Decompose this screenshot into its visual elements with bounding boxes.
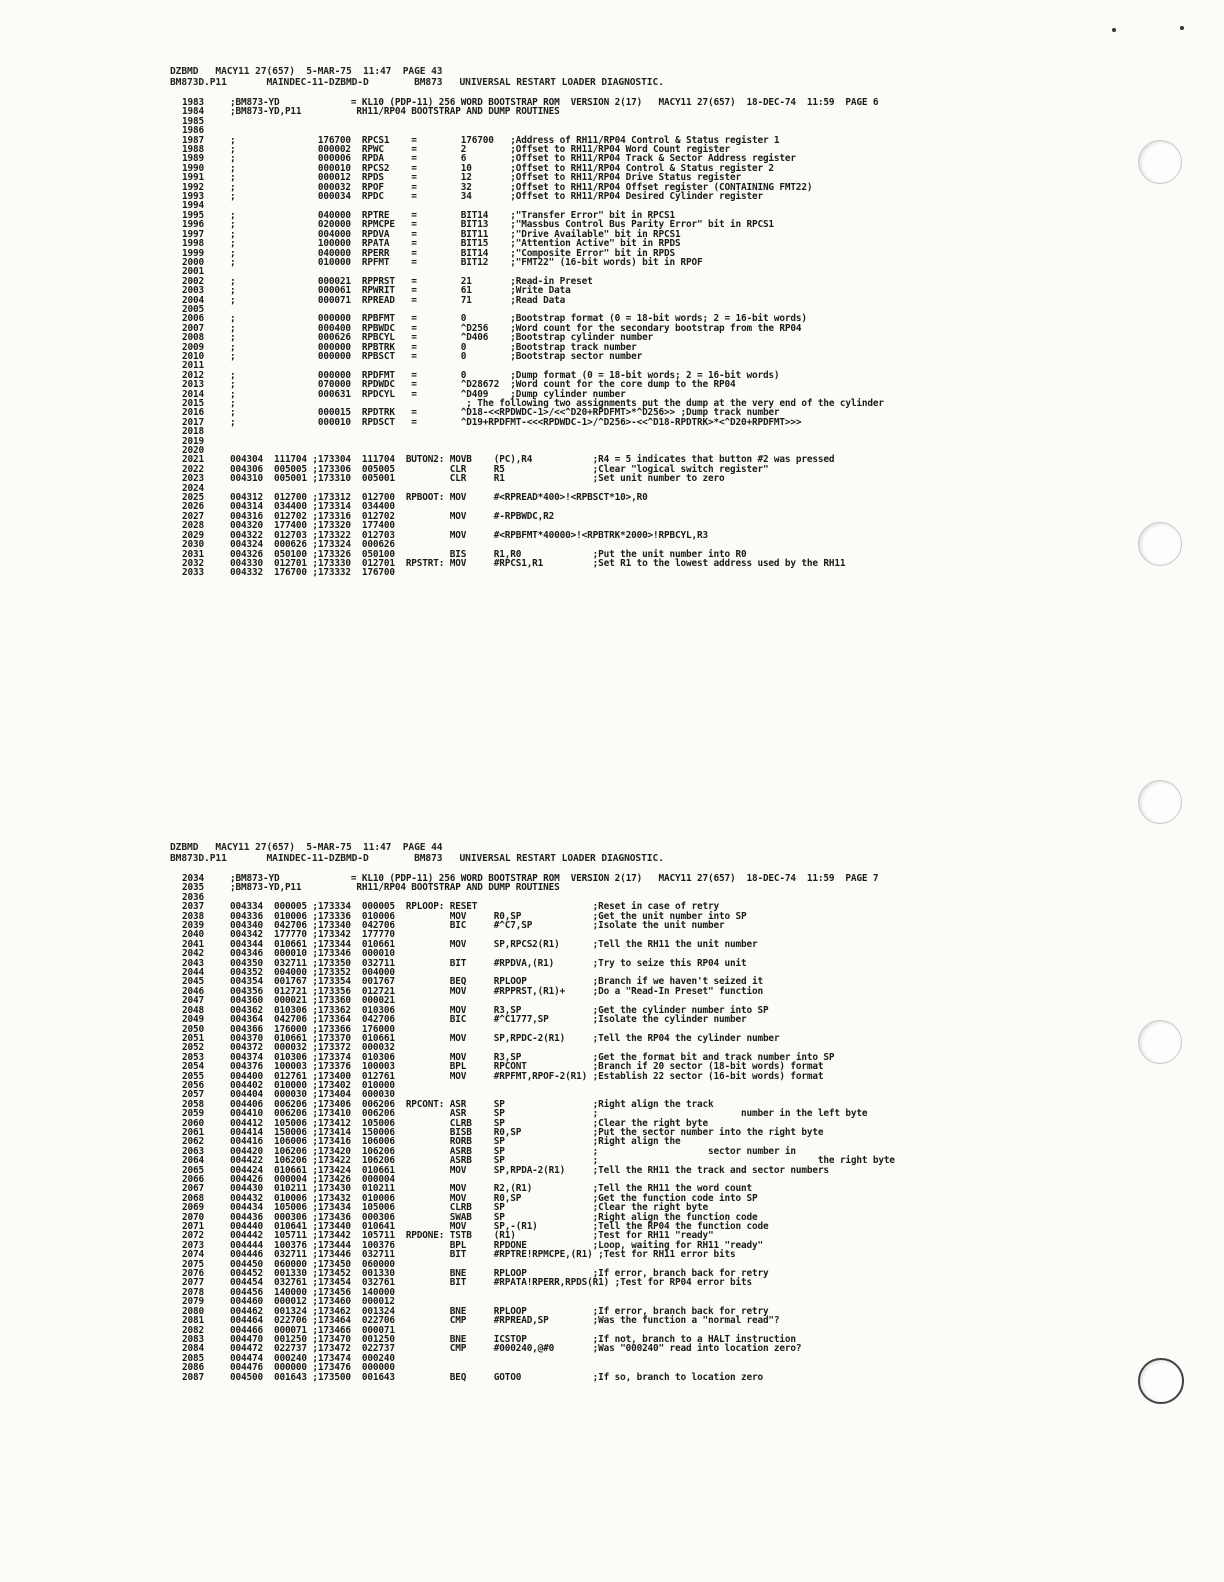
listing-body	[0, 874, 1110, 1382]
line-number: 1984	[182, 106, 204, 118]
line-number: 2054	[182, 1061, 204, 1073]
line-number: 2077	[182, 1277, 204, 1289]
source-text: ; 070000 RPDWDC = ^D28672 ;Word count for the core dump to the RP04	[230, 379, 736, 391]
line-number: 2059	[182, 1108, 204, 1120]
line-number: 2053	[182, 1051, 204, 1063]
line-number: 2036	[182, 891, 204, 903]
line-number: 1996	[182, 219, 204, 231]
line-number: 1987	[182, 134, 204, 146]
line-number: 2087	[182, 1371, 204, 1383]
page-header-line2: BM873D.P11 MAINDEC-11-DZBMD-D BM873 UNIVERSAL RESTART LOADER DIAGNOSTIC.	[170, 853, 664, 864]
line-number: 2010	[182, 350, 204, 362]
line-number: 2002	[182, 275, 204, 287]
source-text: 004366 176000 ;173366 176000	[230, 1023, 395, 1035]
listing-line	[0, 559, 1110, 568]
source-text: 004374 010306 ;173374 010306 MOV R3,SP ;Get the format bit and track number into SP	[230, 1051, 835, 1063]
source-text: 004436 000306 ;173436 000306 SWAB SP ;Right align the function code	[230, 1211, 758, 1223]
source-text: ; 176700 RPCS1 = 176700 ;Address of RH11/RP04 Control & Status register 1	[230, 134, 780, 146]
line-number: 2079	[182, 1296, 204, 1308]
line-number: 2050	[182, 1023, 204, 1035]
line-number: 2015	[182, 398, 204, 409]
line-number: 2019	[182, 435, 204, 447]
line-number: 1988	[182, 144, 204, 156]
source-text: 004450 060000 ;173450 060000	[230, 1258, 395, 1270]
listing-line	[0, 258, 1110, 267]
line-number: 2073	[182, 1239, 204, 1251]
line-number: 1998	[182, 238, 204, 250]
source-text: ; 000034 RPDC = 34 ;Offset to RH11/RP04 Desired Cylinder register	[230, 191, 763, 203]
listing-line	[0, 107, 1110, 116]
source-text: 004402 010000 ;173402 010000	[230, 1079, 395, 1091]
line-number: 2025	[182, 492, 204, 504]
line-number: 2045	[182, 976, 204, 988]
source-text: 004422 106206 ;173422 106206 ASRB SP ; the right byte	[230, 1155, 895, 1167]
listing-line	[0, 1015, 1110, 1024]
listing-line	[0, 568, 1110, 577]
listing-line	[0, 512, 1110, 521]
line-number: 2071	[182, 1221, 204, 1233]
line-number: 2057	[182, 1089, 204, 1101]
source-text: ; 000010 RPDSCT = ^D19+RPDFMT-<<<RPDWDC-1>/^D256>-<<^D18-RPDTRK>*<^D20+RPDFMT>>>	[230, 416, 802, 428]
line-number: 2042	[182, 948, 204, 960]
source-text: 004410 006206 ;173410 006206 ASR SP ; number in the left byte	[230, 1108, 868, 1120]
source-text: 004312 012700 ;173312 012700 RPBOOT: MOV #<RPREAD*400>!<RPBSCT*10>,R0	[230, 492, 648, 504]
source-text: 004364 042706 ;173364 042706 BIC #^C1777,SP ;Isolate the cylinder number	[230, 1014, 747, 1026]
line-number: 1986	[182, 125, 204, 137]
source-text: 004470 001250 ;173470 001250 BNE ICSTOP ;If not, branch to a HALT instruction	[230, 1333, 796, 1345]
line-number: 2037	[182, 901, 204, 913]
line-number: 2029	[182, 529, 204, 541]
line-number: 2022	[182, 463, 204, 475]
line-number: 2012	[182, 369, 204, 381]
line-number: 1997	[182, 228, 204, 240]
line-number: 2035	[182, 882, 204, 894]
source-text: 004350 032711 ;173350 032711 BIT #RPDVA,(R1) ;Try to seize this RP04 unit	[230, 957, 747, 969]
listing-line	[0, 1344, 1110, 1353]
source-text: 004434 105006 ;173434 105006 CLRB SP ;Clear the right byte	[230, 1202, 708, 1214]
source-text: 004346 000010 ;173346 000010	[230, 948, 395, 960]
punch-hole	[1138, 780, 1182, 824]
line-number: 1992	[182, 181, 204, 193]
listing-line	[0, 1316, 1110, 1325]
source-text: 004420 106206 ;173420 106206 ASRB SP ; sector number in	[230, 1145, 796, 1157]
listing-line	[0, 418, 1110, 427]
line-number: 2039	[182, 920, 204, 932]
source-text: 004354 001767 ;173354 001767 BEQ RPLOOP ;Branch if we haven't seized it	[230, 976, 763, 988]
line-number: 2066	[182, 1174, 204, 1185]
source-text: 004440 010641 ;173440 010641 MOV SP,-(R1) ;Tell the RP04 the function code	[230, 1221, 769, 1233]
page-header-line1: DZBMD MACY11 27(657) 5-MAR-75 11:47 PAGE 44	[170, 842, 443, 853]
line-number: 1999	[182, 247, 204, 259]
line-number: 2069	[182, 1202, 204, 1214]
source-text: 004316 012702 ;173316 012702 MOV #-RPBWDC,R2	[230, 510, 555, 522]
listing-line	[0, 437, 1110, 446]
source-text: 004376 100003 ;173376 100003 BPL RPCONT ;Branch if 20 sector (18-bit words) format	[230, 1061, 824, 1073]
line-number: 2080	[182, 1305, 204, 1317]
listing-line	[0, 1250, 1110, 1259]
line-number: 2086	[182, 1362, 204, 1374]
source-text: 004472 022737 ;173472 022737 CMP #000240,@#0 ;Was "000240" read into location zero?	[230, 1343, 802, 1355]
source-text: 004444 100376 ;173444 100376 BPL RPDONE ;Loop, waiting for RH11 "ready"	[230, 1239, 763, 1251]
line-number: 2046	[182, 985, 204, 997]
source-text: ; 000626 RPBCYL = ^D406 ;Bootstrap cylinder number	[230, 332, 654, 344]
listing-line	[0, 959, 1110, 968]
source-text: 004442 105711 ;173442 105711 RPDONE: TSTB (R1) ;Test for RH11 "ready"	[230, 1230, 714, 1242]
line-number: 2004	[182, 294, 204, 306]
source-text: 004370 010661 ;173370 010661 MOV SP,RPDC-2(R1) ;Tell the RP04 the cylinder number	[230, 1032, 780, 1044]
page-header-line1: DZBMD MACY11 27(657) 5-MAR-75 11:47 PAGE 43	[170, 66, 443, 77]
line-number: 2074	[182, 1249, 204, 1261]
source-text: 004324 000626 ;173324 000626	[230, 539, 395, 551]
line-number: 2009	[182, 341, 204, 353]
listing-line	[0, 1288, 1110, 1297]
source-text: ; 000021 RPPRST = 21 ;Read-in Preset	[230, 275, 593, 287]
source-text: 004474 000240 ;173474 000240	[230, 1352, 395, 1364]
source-text: 004372 000032 ;173372 000032	[230, 1042, 395, 1054]
line-number: 1994	[182, 200, 204, 212]
line-number: 2058	[182, 1098, 204, 1110]
line-number: 2032	[182, 557, 204, 569]
source-text: 004446 032711 ;173446 032711 BIT #RPTRE!RPMCPE,(R1) ;Test for RH11 error bits	[230, 1249, 736, 1261]
line-number: 2041	[182, 938, 204, 950]
listing-line	[0, 192, 1110, 201]
source-text: 004406 006206 ;173406 006206 RPCONT: ASR SP ;Right align the track	[230, 1098, 714, 1110]
line-number: 2063	[182, 1145, 204, 1157]
line-number: 2014	[182, 388, 204, 400]
line-number: 2003	[182, 285, 204, 297]
line-number: 2078	[182, 1286, 204, 1298]
listing-line	[0, 1034, 1110, 1043]
line-number: 2051	[182, 1032, 204, 1044]
punch-hole	[1138, 1020, 1182, 1064]
line-number: 2006	[182, 313, 204, 325]
source-text: 004356 012721 ;173356 012721 MOV #RPPRST,(R1)+ ;Do a "Read-In Preset" function	[230, 985, 763, 997]
source-text: 004456 140000 ;173456 140000	[230, 1286, 395, 1298]
listing-line	[0, 117, 1110, 126]
source-text: 004306 005005 ;173306 005005 CLR R5 ;Clear "logical switch register"	[230, 463, 769, 475]
dot-mark	[1180, 26, 1184, 30]
listing-line	[0, 987, 1110, 996]
source-text: ; 000000 RPDFMT = 0 ;Dump format (0 = 18-bit words; 2 = 16-bit words)	[230, 369, 780, 381]
source-text: ; 000015 RPDTRK = ^D18-<<RPDWDC-1>/<<^D20+RPDFMT>*^D256>> ;Dump track number	[230, 407, 780, 419]
source-text: ; ; The following two assignments put the dump at the very end of the cylinder	[230, 398, 884, 409]
source-text: 004332 176700 ;173332 176700	[230, 567, 395, 579]
source-text: ;BM873-YD = KL10 (PDP-11) 256 WORD BOOTSTRAP ROM VERSION 2(17) MACY11 27(657) 18-DEC-74 11:59 PAGE 6	[230, 97, 879, 108]
source-text: 004460 000012 ;173460 000012	[230, 1296, 395, 1308]
source-text: 004340 042706 ;173340 042706 BIC #^C7,SP ;Isolate the unit number	[230, 920, 725, 932]
line-number: 1993	[182, 191, 204, 203]
listing-line	[0, 1278, 1110, 1287]
line-number: 2033	[182, 567, 204, 579]
listing-body	[0, 98, 1110, 578]
line-number: 2052	[182, 1042, 204, 1054]
line-number: 2072	[182, 1230, 204, 1242]
line-number: 2061	[182, 1126, 204, 1138]
source-text: 004352 004000 ;173352 004000	[230, 967, 395, 979]
source-text: 004362 010306 ;173362 010306 MOV R3,SP ;Get the cylinder number into SP	[230, 1004, 769, 1016]
source-text: ; 100000 RPATA = BIT15 ;"Attention Active" bit in RPDS	[230, 238, 681, 250]
line-number: 2020	[182, 445, 204, 457]
source-text: 004452 001330 ;173452 001330 BNE RPLOOP ;If error, branch back for retry	[230, 1268, 769, 1280]
line-number: 2007	[182, 322, 204, 334]
source-text: ; 000400 RPBWDC = ^D256 ;Word count for the secondary bootstrap from the RP04	[230, 322, 802, 334]
source-text: 004462 001324 ;173462 001324 BNE RPLOOP ;If error, branch back for retry	[230, 1305, 769, 1317]
line-number: 1983	[182, 97, 204, 108]
line-number: 2062	[182, 1136, 204, 1148]
line-number: 1990	[182, 162, 204, 174]
line-number: 2070	[182, 1211, 204, 1223]
source-text: 004314 034400 ;173314 034400	[230, 501, 395, 513]
listing-line	[0, 352, 1110, 361]
source-text: 004304 111704 ;173304 111704 BUTON2: MOVB (PC),R4 ;R4 = 5 indicates that button #2 was pressed	[230, 454, 835, 466]
line-number: 2082	[182, 1324, 204, 1336]
source-text: ; 020000 RPMCPE = BIT13 ;"Massbus Control Bus Parity Error" bit in RPCS1	[230, 219, 774, 231]
line-number: 2016	[182, 407, 204, 419]
line-number: 2038	[182, 910, 204, 922]
line-number: 2001	[182, 266, 204, 278]
source-text: 004404 000030 ;173404 000030	[230, 1089, 395, 1101]
line-number: 2024	[182, 482, 204, 494]
line-number: 2044	[182, 967, 204, 979]
source-text: ; 040000 RPERR = BIT14 ;"Composite Error" bit in RPDS	[230, 247, 676, 259]
source-text: 004334 000005 ;173334 000005 RPLOOP: RESET ;Reset in case of retry	[230, 901, 719, 913]
line-number: 2081	[182, 1315, 204, 1327]
line-number: 2018	[182, 426, 204, 438]
source-text: ; 000002 RPWC = 2 ;Offset to RH11/RP04 Word Count register	[230, 144, 730, 156]
line-number: 2075	[182, 1258, 204, 1270]
punch-hole	[1138, 140, 1182, 184]
source-text: ; 000032 RPOF = 32 ;Offset to RH11/RP04 Offset register (CONTAINING FMT22)	[230, 181, 813, 193]
line-number: 1991	[182, 172, 204, 184]
listing-line	[0, 1072, 1110, 1081]
line-number: 2055	[182, 1070, 204, 1082]
line-number: 2047	[182, 995, 204, 1007]
line-number: 2021	[182, 454, 204, 466]
listing-line	[0, 493, 1110, 502]
line-number: 2049	[182, 1014, 204, 1026]
source-text: ; 000010 RPCS2 = 10 ;Offset to RH11/RP04 Control & Status register 2	[230, 162, 774, 174]
line-number: 2026	[182, 501, 204, 513]
line-number: 2043	[182, 957, 204, 969]
punch-hole	[1138, 1358, 1184, 1404]
line-number: 2013	[182, 379, 204, 391]
line-number: 1995	[182, 209, 204, 221]
source-text: ; 000000 RPBSCT = 0 ;Bootstrap sector number	[230, 350, 643, 362]
source-text: 004360 000021 ;173360 000021	[230, 995, 395, 1007]
line-number: 2040	[182, 929, 204, 941]
source-text: 004342 177770 ;173342 177770	[230, 929, 395, 941]
listing-line	[0, 1166, 1110, 1175]
source-text: ; 010000 RPFMT = BIT12 ;"FMT22" (16-bit words) bit in RPOF	[230, 256, 703, 268]
source-text: 004454 032761 ;173454 032761 BIT #RPATA!RPERR,RPDS(R1) ;Test for RP04 error bits	[230, 1277, 752, 1289]
source-text: ;BM873-YD,P11 RH11/RP04 BOOTSTRAP AND DUMP ROUTINES	[230, 882, 560, 894]
source-text: 004330 012701 ;173330 012701 RPSTRT: MOV #RPCS1,R1 ;Set R1 to the lowest address used by the RH11	[230, 557, 846, 569]
line-number: 2056	[182, 1079, 204, 1091]
line-number: 2067	[182, 1183, 204, 1195]
line-number: 2048	[182, 1004, 204, 1016]
line-number: 1985	[182, 115, 204, 127]
punch-hole	[1138, 522, 1182, 566]
source-text: ; 000012 RPDS = 12 ;Offset to RH11/RP04 Drive Status register	[230, 172, 741, 184]
source-text: 004464 022706 ;173464 022706 CMP #RPREAD,SP ;Was the function a "normal read"?	[230, 1315, 780, 1327]
line-number: 2068	[182, 1192, 204, 1204]
source-text: ; 000631 RPDCYL = ^D409 ;Dump cylinder number	[230, 388, 626, 400]
source-text: ; 000071 RPREAD = 71 ;Read Data	[230, 294, 566, 306]
source-text: 004476 000000 ;173476 000000	[230, 1362, 395, 1374]
line-number: 2084	[182, 1343, 204, 1355]
source-text: 004432 010006 ;173432 010006 MOV R0,SP ;Get the function code into SP	[230, 1192, 758, 1204]
line-number: 1989	[182, 153, 204, 165]
line-number: 2000	[182, 256, 204, 268]
source-text: ; 000061 RPWRIT = 61 ;Write Data	[230, 285, 571, 297]
source-text: ; 000006 RPDA = 6 ;Offset to RH11/RP04 Track & Sector Address register	[230, 153, 796, 165]
line-number: 2034	[182, 873, 204, 884]
listing-line	[0, 502, 1110, 511]
source-text: ;BM873-YD = KL10 (PDP-11) 256 WORD BOOTSTRAP ROM VERSION 2(17) MACY11 27(657) 18-DEC-74 11:59 PAGE 7	[230, 873, 879, 884]
listing-line	[0, 531, 1110, 540]
listing-line	[0, 940, 1110, 949]
source-text: ; 000000 RPBTRK = 0 ;Bootstrap track number	[230, 341, 637, 353]
line-number: 2030	[182, 539, 204, 551]
listing-line	[0, 1373, 1110, 1382]
line-number: 2065	[182, 1164, 204, 1176]
line-number: 2064	[182, 1155, 204, 1167]
listing-line	[0, 921, 1110, 930]
line-number: 2028	[182, 520, 204, 532]
line-number: 2017	[182, 416, 204, 428]
source-text: 004466 000071 ;173466 000071	[230, 1324, 395, 1336]
listing-line	[0, 427, 1110, 436]
source-text: 004500 001643 ;173500 001643 BEQ GOTO0 ;If so, branch to location zero	[230, 1371, 763, 1383]
listing-page-43	[0, 66, 1110, 578]
source-text: 004414 150006 ;173414 150006 BISB R0,SP ;Put the sector number into the right byte	[230, 1126, 824, 1138]
source-text: 004412 105006 ;173412 105006 CLRB SP ;Clear the right byte	[230, 1117, 708, 1129]
line-number: 2085	[182, 1352, 204, 1364]
listing-line	[0, 474, 1110, 483]
source-text: ; 004000 RPDVA = BIT11 ;"Drive Available" bit in RPCS1	[230, 228, 681, 240]
source-text: 004426 000004 ;173426 000004	[230, 1174, 395, 1185]
source-text: 004310 005001 ;173310 005001 CLR R1 ;Set unit number to zero	[230, 473, 725, 485]
listing-page-44	[0, 842, 1110, 1382]
source-text: 004322 012703 ;173322 012703 MOV #<RPBFMT*40000>!<RPBTRK*2000>!RPBCYL,R3	[230, 529, 708, 541]
source-text: ; 000000 RPBFMT = 0 ;Bootstrap format (0 = 18-bit words; 2 = 16-bit words)	[230, 313, 807, 325]
line-number: 2060	[182, 1117, 204, 1129]
line-number: 2076	[182, 1268, 204, 1280]
source-text: 004336 010006 ;173336 010006 MOV R0,SP ;Get the unit number into SP	[230, 910, 747, 922]
line-number: 2023	[182, 473, 204, 485]
line-number: 2083	[182, 1333, 204, 1345]
source-text: 004400 012761 ;173400 012761 MOV #RPFMT,RPOF-2(R1) ;Establish 22 sector (16-bit words) format	[230, 1070, 824, 1082]
source-text: 004326 050100 ;173326 050100 BIS R1,R0 ;Put the unit number into R0	[230, 548, 747, 560]
dot-mark	[1112, 28, 1116, 32]
listing-line	[0, 883, 1110, 892]
page-header-line2: BM873D.P11 MAINDEC-11-DZBMD-D BM873 UNIVERSAL RESTART LOADER DIAGNOSTIC.	[170, 77, 664, 88]
source-text: 004320 177400 ;173320 177400	[230, 520, 395, 532]
source-text: 004344 010661 ;173344 010661 MOV SP,RPCS2(R1) ;Tell the RH11 the unit number	[230, 938, 758, 950]
listing-line	[0, 296, 1110, 305]
source-text: ; 040000 RPTRE = BIT14 ;"Transfer Error" bit in RPCS1	[230, 209, 676, 221]
listing-line	[0, 1354, 1110, 1363]
line-number: 2005	[182, 303, 204, 315]
source-text: 004416 106006 ;173416 106006 RORB SP ;Right align the	[230, 1136, 681, 1148]
line-number: 2027	[182, 510, 204, 522]
line-number: 2008	[182, 332, 204, 344]
source-text: ;BM873-YD,P11 RH11/RP04 BOOTSTRAP AND DUMP ROUTINES	[230, 106, 560, 118]
source-text: 004424 010661 ;173424 010661 MOV SP,RPDA-2(R1) ;Tell the RH11 the track and sector numbers	[230, 1164, 829, 1176]
line-number: 2031	[182, 548, 204, 560]
source-text: 004430 010211 ;173430 010211 MOV R2,(R1) ;Tell the RH11 the word count	[230, 1183, 752, 1195]
line-number: 2011	[182, 360, 204, 372]
listing-line	[0, 1081, 1110, 1090]
